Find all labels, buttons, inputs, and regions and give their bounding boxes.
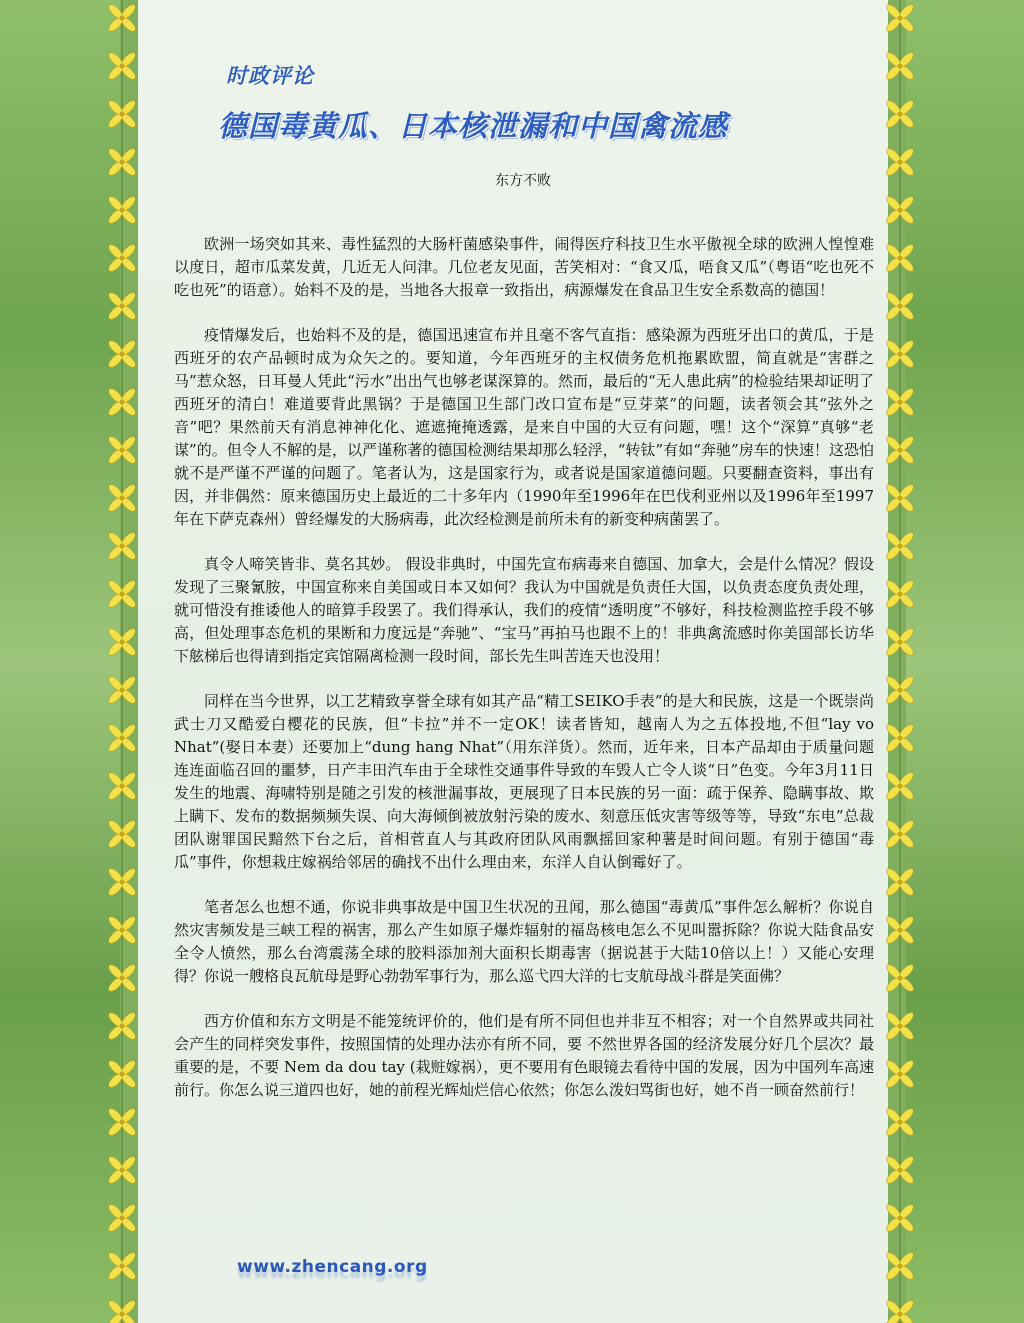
flower-border-left bbox=[100, 0, 144, 1323]
right-green-border bbox=[906, 0, 1024, 1323]
paragraph: 同样在当今世界，以工艺精致享誉全球有如其产品“精工SEIKO手表”的是大和民族，这是一个既崇尚武士刀又酷爱白樱花的民族，但“卡拉”并不一定OK！读者皆知，越南人为之五体投地,不但“lay vo Nhat”(娶日本妻）还要加上“dung hang Nhat”（用东洋货）。然而，近年来，日本产品却由于质量问题连连面临召回的噩梦，日产丰田汽车由于全球性交通事件导致的车毁人亡令人谈“日”色变。今年3月11日发生的地震、海啸特别是随之引发的核泄漏事故，更展现了日本民族的另一面：疏于保养、隐瞒事故、欺上瞒下、发布的数据频频失误、向大海倾倒被放射污染的废水、刻意压低灾害等级等等，导致“东电”总裁团队谢罪国民黯然下台之后，首相菅直人与其政府团队风雨飘摇回家种薯是时间问题。有别于德国“毒瓜”事件，你想栽庄嫁祸给邻居的确找不出什么理由来，东洋人自认倒霉好了。 bbox=[174, 692, 874, 871]
flower-border-right bbox=[878, 0, 922, 1323]
paragraph: 欧洲一场突如其来、毒性猛烈的大肠杆菌感染事件，闹得医疗科技卫生水平傲视全球的欧洲人惶惶难以度日，超市瓜菜发黄，几近无人问津。几位老友见面，苦笑相对：“食又瓜，唔食又瓜”（粤语“吃也死不吃也死”的语意）。始料不及的是，当地各大报章一致指出，病源爆发在食品卫生安全系数高的德国！ bbox=[174, 235, 874, 299]
paragraph: 笔者怎么也想不通，你说非典事故是中国卫生状况的丑闻，那么德国“毒黄瓜”事件怎么解析？你说自然灾害频发是三峡工程的祸害，那么产生如原子爆炸辐射的福岛核电怎么不见叫嚣拆除？你说大陆食品安全令人愤然，那么台湾震荡全球的胶料添加剂大面积长期毒害（据说甚于大陆10倍以上！）又能心安理得？你说一艘格良瓦航母是野心勃勃军事行为，那么巡弋四大洋的七支航母战斗群是笑面佛？ bbox=[174, 898, 874, 985]
site-url: www.zhencang.org bbox=[237, 1257, 428, 1277]
paragraph: 真令人啼笑皆非、莫名其妙。 假设非典时，中国先宣布病毒来自德国、加拿大，会是什么情况？假设发现了三聚氰胺，中国宣称来自美国或日本又如何？我认为中国就是负责任大国，以负责态度负责处理，就可惜没有推诿他人的暗算手段罢了。我们得承认，我们的疫情“透明度”不够好，科技检测监控手段不够高，但处理事态危机的果断和力度远是“奔驰”、“宝马”再拍马也跟不上的！非典禽流感时你美国部长访华下舷梯后也得请到指定宾馆隔离检测一段时间，部长先生叫苦连天也没用！ bbox=[174, 555, 874, 665]
page-title: 德国毒黄瓜、日本核泄漏和中国禽流感 bbox=[218, 109, 729, 143]
kicker-label: 时政评论 bbox=[226, 64, 314, 88]
paragraph: 西方价值和东方文明是不能笼统评价的，他们是有所不同但也并非互不相容；对一个自然界或共同社会产生的同样突发事件，按照国情的处理办法亦有所不同，要 不然世界各国的经济发展分好几个层次？最重要的是，不要 Nem da dou tay (栽赃嫁祸），更不要用有色眼镜去看待中国的发展，因为中国列车高速前行。你怎么说三道四也好，她的前程光辉灿烂信心依然；你怎么泼妇骂街也好，她不肖一顾奋然前行！ bbox=[174, 1012, 874, 1099]
article-body bbox=[174, 233, 874, 1124]
paragraph: 疫情爆发后，也始料不及的是，德国迅速宣布并且毫不客气直指：感染源为西班牙出口的黄瓜，于是西班牙的农产品顿时成为众矢之的。要知道，今年西班牙的主权债务危机拖累欧盟，简直就是“害群之马”惹众怒，日耳曼人凭此“污水”出出气也够老谋深算的。然而，最后的“无人患此病”的检验结果却证明了西班牙的清白！难道要背此黑锅？于是德国卫生部门改口宣布是“豆芽菜”的问题，读者领会其“弦外之音”吧？果然前天有消息神神化化、遮遮掩掩透露，是来自中国的大豆有问题，嘿！这个“深算”真够“老谋”的。但令人不解的是，以严谨称著的德国检测结果却那么轻浮，“转钛”有如“奔驰”房车的快速！这恐怕就不是严谨不严谨的问题了。笔者认为，这是国家行为，或者说是国家道德问题。只要翻查资料，事出有因，并非偶然：原来德国历史上最近的二十多年内（1990年至1996年在巴伐利亚州以及1996年至1997年在下萨克森州）曾经爆发的大肠病毒，此次经检测是前所未有的新变种病菌罢了。 bbox=[174, 326, 874, 528]
author-name: 东方不败 bbox=[495, 173, 551, 189]
